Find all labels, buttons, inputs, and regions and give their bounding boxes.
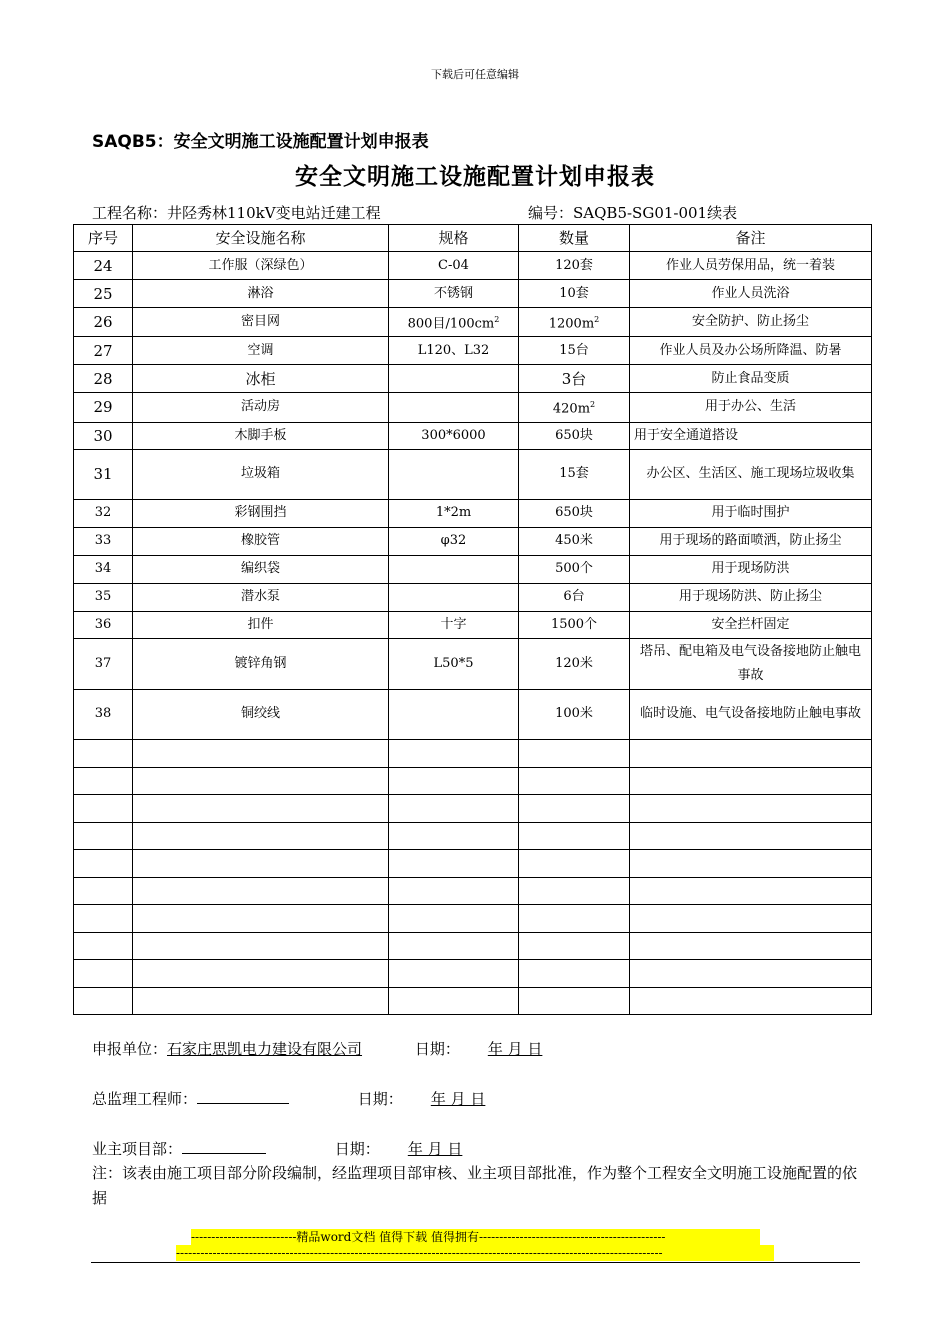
row-qty: 15台: [519, 337, 630, 365]
row-name: 冰柜: [133, 365, 389, 393]
superscript: 2: [590, 400, 596, 410]
row-spec: φ32: [389, 527, 519, 555]
project-label: 工程名称：: [92, 204, 168, 222]
row-name: 淋浴: [133, 280, 389, 308]
row-name: 垃圾箱: [133, 449, 389, 499]
row-qty: 100米: [519, 689, 630, 739]
row-name: 彩钢围挡: [133, 499, 389, 527]
supervisor-label: 总监理工程师：: [92, 1090, 198, 1108]
row-note: 防止食品变质: [630, 365, 872, 393]
date-value: 年 月 日: [487, 1040, 543, 1058]
col-header-name: 安全设施名称: [133, 225, 389, 252]
empty-row: [74, 822, 872, 849]
row-note: 作业人员洗浴: [630, 280, 872, 308]
row-note: 办公区、生活区、施工现场垃圾收集: [630, 449, 872, 499]
empty-row: [74, 959, 872, 987]
table-row: [74, 422, 872, 449]
empty-row: [74, 932, 872, 959]
empty-row: [74, 904, 872, 932]
row-no: 32: [74, 499, 133, 527]
row-note: 安全防护、防止扬尘: [630, 308, 872, 337]
table-row: [74, 527, 872, 555]
row-note: 塔吊、配电箱及电气设备接地防止触电事故: [630, 638, 872, 689]
row-no: 33: [74, 527, 133, 555]
row-qty: 500个: [519, 555, 630, 583]
owner-label: 业主项目部：: [92, 1140, 183, 1158]
row-qty-cell: [519, 308, 630, 337]
row-name: 密目网: [133, 308, 389, 337]
table-row: [74, 252, 872, 280]
row-spec: [389, 583, 519, 611]
row-no: 31: [74, 449, 133, 499]
row-spec: 300*6000: [389, 422, 519, 449]
table-row: [74, 583, 872, 611]
row-qty: 120套: [519, 252, 630, 280]
row-qty: 650块: [519, 422, 630, 449]
owner-line: [92, 1138, 462, 1159]
table-row: [74, 611, 872, 638]
row-note: 用于现场防洪: [630, 555, 872, 583]
header-note: 下载后可任意编辑: [431, 68, 519, 81]
table-row: [74, 308, 872, 337]
col-header-spec: 规格: [389, 225, 519, 252]
row-qty: 10套: [519, 280, 630, 308]
row-spec: 800目/100cm: [407, 316, 495, 332]
date-label: 日期：: [334, 1140, 380, 1158]
row-no: 29: [74, 393, 133, 422]
row-spec: [389, 449, 519, 499]
applicant-value: 石家庄思凯电力建设有限公司: [167, 1040, 363, 1058]
row-name: 木脚手板: [133, 422, 389, 449]
row-no: 36: [74, 611, 133, 638]
row-name: 铜绞线: [133, 689, 389, 739]
empty-row: [74, 767, 872, 794]
row-no: 35: [74, 583, 133, 611]
row-name: 橡胶管: [133, 527, 389, 555]
supervisor-blank: [197, 1091, 289, 1104]
date-value: 年 月 日: [407, 1140, 463, 1158]
row-spec: [389, 689, 519, 739]
row-spec: [389, 393, 519, 422]
promo-banner-line1: --------------------------精品word文档 值得下载 值得拥有----------------------------------------------: [191, 1229, 760, 1245]
empty-row: [74, 794, 872, 822]
row-qty: 650块: [519, 499, 630, 527]
row-no: 30: [74, 422, 133, 449]
empty-row: [74, 739, 872, 767]
row-spec: C-04: [389, 252, 519, 280]
row-spec: [389, 555, 519, 583]
table-row: [74, 365, 872, 393]
row-no: 24: [74, 252, 133, 280]
applicant-label: 申报单位：: [92, 1040, 168, 1058]
row-note: 临时设施、电气设备接地防止触电事故: [630, 689, 872, 739]
row-qty: 15套: [519, 449, 630, 499]
table-row: [74, 393, 872, 422]
col-header-note: 备注: [630, 225, 872, 252]
document-number-line: [528, 202, 737, 223]
row-qty: 1500个: [519, 611, 630, 638]
empty-row: [74, 987, 872, 1014]
row-qty: 420m: [552, 401, 591, 417]
project-name-line: [92, 202, 381, 223]
promo-banner-line2: ------------------------------------------------------------------------------------------------------------------------: [176, 1245, 774, 1261]
table-row: [74, 638, 872, 689]
row-name: 编织袋: [133, 555, 389, 583]
col-header-qty: 数量: [519, 225, 630, 252]
date-label: 日期：: [357, 1090, 403, 1108]
row-qty: 1200m: [548, 316, 595, 332]
row-qty-cell: [519, 393, 630, 422]
row-qty: 3台: [519, 365, 630, 393]
row-no: 34: [74, 555, 133, 583]
superscript: 2: [594, 315, 600, 324]
table-row: [74, 499, 872, 527]
row-spec: L120、L32: [389, 337, 519, 365]
row-note: 用于现场的路面喷洒，防止扬尘: [630, 527, 872, 555]
empty-row: [74, 849, 872, 877]
row-name: 扣件: [133, 611, 389, 638]
owner-blank: [182, 1141, 266, 1154]
table-row: [74, 280, 872, 308]
superscript: 2: [494, 315, 500, 324]
row-no: 27: [74, 337, 133, 365]
row-note: 用于临时围护: [630, 499, 872, 527]
row-note: 用于办公、生活: [630, 393, 872, 422]
row-name: 镀锌角钢: [133, 638, 389, 689]
row-name: 工作服（深绿色）: [133, 252, 389, 280]
row-spec-cell: [389, 308, 519, 337]
table-row: [74, 689, 872, 739]
page-title: 安全文明施工设施配置计划申报表: [295, 164, 655, 190]
row-note: 作业人员劳保用品，统一着装: [630, 252, 872, 280]
row-spec: 十字: [389, 611, 519, 638]
table-row: [74, 337, 872, 365]
row-spec: [389, 365, 519, 393]
row-note: 作业人员及办公场所降温、防暑: [630, 337, 872, 365]
row-name: 潜水泵: [133, 583, 389, 611]
row-note: 用于现场防洪、防止扬尘: [630, 583, 872, 611]
row-qty: 120米: [519, 638, 630, 689]
divider: [91, 1262, 860, 1263]
table-header-row: [74, 225, 872, 252]
date-value: 年 月 日: [430, 1090, 486, 1108]
row-spec: L50*5: [389, 638, 519, 689]
form-code: SAQB5：安全文明施工设施配置计划申报表: [92, 132, 429, 152]
row-no: 26: [74, 308, 133, 337]
supervisor-line: [92, 1088, 485, 1109]
row-spec: 1*2m: [389, 499, 519, 527]
footnote: 注：该表由施工项目部分阶段编制，经监理项目部审核、业主项目部批准，作为整个工程安全文明施工设施配置的依据: [92, 1164, 858, 1207]
row-note: 用于安全通道搭设: [630, 422, 872, 449]
project-name: 井陉秀林110kV变电站迁建工程: [167, 204, 381, 222]
row-no: 37: [74, 638, 133, 689]
row-no: 25: [74, 280, 133, 308]
applicant-line: [92, 1038, 542, 1059]
row-qty: 6台: [519, 583, 630, 611]
row-spec: 不锈钢: [389, 280, 519, 308]
facility-table: [73, 224, 872, 1015]
number-label: 编号：: [528, 204, 574, 222]
table-row: [74, 555, 872, 583]
empty-row: [74, 877, 872, 904]
date-label: 日期：: [414, 1040, 460, 1058]
table-row: [74, 449, 872, 499]
row-note: 安全拦杆固定: [630, 611, 872, 638]
row-qty: 450米: [519, 527, 630, 555]
row-no: 28: [74, 365, 133, 393]
col-header-no: 序号: [74, 225, 133, 252]
row-name: 活动房: [133, 393, 389, 422]
number-value: SAQB5-SG01-001续表: [573, 204, 738, 222]
row-name: 空调: [133, 337, 389, 365]
row-no: 38: [74, 689, 133, 739]
